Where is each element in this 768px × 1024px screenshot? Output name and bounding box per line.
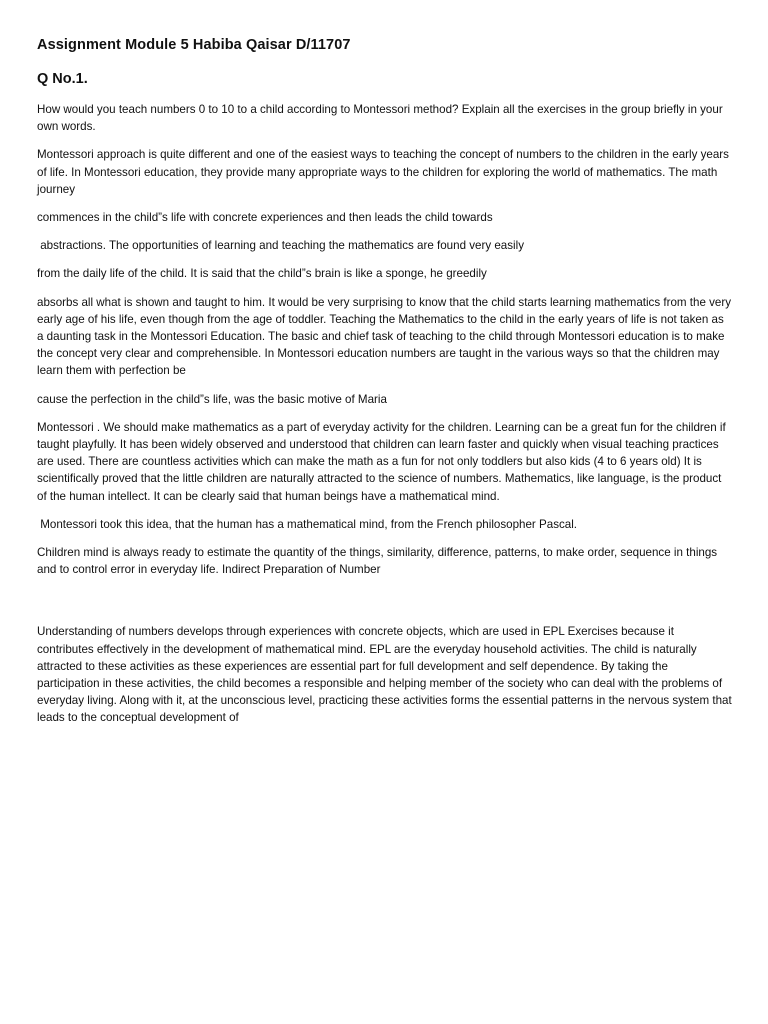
paragraph-1: Montessori approach is quite different and one of the easiest ways to teaching the concept of numbers to the children in the early years of life. In Montessori education, they provide many appropriate ways to the children for exploring the world of mathematics. The math journey xyxy=(37,148,729,196)
document-title: Assignment Module 5 Habiba Qaisar D/11707 xyxy=(37,37,351,53)
paragraph-9: Children mind is always ready to estimate the quantity of the things, similarity, difference, patterns, to make order, sequence in things and to control error in everyday life. Indirect Preparation of Number xyxy=(37,546,718,577)
paragraph-3: abstractions. The opportunities of learning and teaching the mathematics are found very easily xyxy=(37,239,525,253)
paragraph-2: commences in the child”s life with concrete experiences and then leads the child towards xyxy=(37,211,493,225)
paragraph-4: from the daily life of the child. It is said that the child”s brain is like a sponge, he greedily xyxy=(37,267,487,281)
paragraph-8: Montessori took this idea, that the human has a mathematical mind, from the French philosopher Pascal. xyxy=(37,517,578,531)
paragraph-7: Montessori . We should make mathematics as a part of everyday activity for the children. Learning can be a great fun for the children if taught playfully. It has been widely observed and understood that children can learn faster and quickly when visual teaching practices are used. There are countless activities which can make the math as a fun for not only toddlers but also kids (4 to 6 years old) It is scientifically proved that the little children are naturally attracted to the science of numbers. Mathematics, like language, is the product of the human intellect. It can be clearly said that human beings have a mathematical mind. xyxy=(37,420,726,503)
question-text: How would you teach numbers 0 to 10 to a child according to Montessori method? Explain all the exercises in the group briefly in your own words. xyxy=(37,103,723,134)
paragraph-10: Understanding of numbers develops through experiences with concrete objects, which are used in EPL Exercises because it contributes effectively in the development of mathematical mind. EPL are the everyday household activities. The child is naturally attracted to these activities as these experiences are essential part for full development and self dependence. By taking the participation in these activities, the child becomes a responsible and helping member of the society who can deal with the problems of everyday living. Along with it, at the unconscious level, practicing these activities forms the essential patterns in the nervous system that leads to the conceptual development of xyxy=(37,625,735,725)
paragraph-6: cause the perfection in the child”s life, was the basic motive of Maria xyxy=(37,392,387,406)
paragraph-5: absorbs all what is shown and taught to him. It would be very surprising to know that the child starts learning mathematics from the very early age of his life, even though from the age of toddler. Teaching the Mathematics to the child in the early years of life is not taken as a daunting task in the Montessori Education. The basic and chief task of teaching to the child through Montessori education is to make the concept very clear and comprehensible. In Montessori education numbers are taught in the various ways so that the children may learn them with perfection be xyxy=(37,295,732,378)
question-heading: Q No.1. xyxy=(37,71,88,87)
